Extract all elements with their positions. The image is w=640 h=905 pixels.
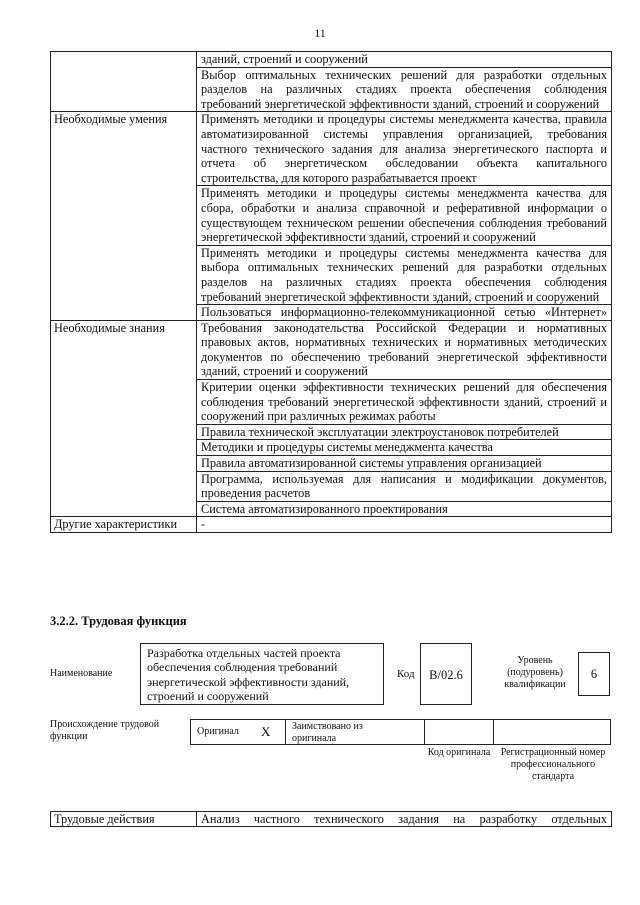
table-row — [51, 320, 612, 379]
skills-label: Необходимые умения — [51, 112, 197, 320]
original-box — [190, 719, 286, 745]
knowledge-item: Критерии оценки эффективности технических решений для обеспечения соблюдения требований энергетической эффективности зданий, строений и сооружений при различных режимах работы — [197, 380, 612, 425]
table-row — [51, 112, 612, 186]
origin-code-box — [424, 719, 494, 745]
function-name-box — [140, 643, 384, 705]
reg-number-box — [493, 719, 611, 745]
row-label-empty — [51, 52, 197, 112]
skill-item: Применять методики и процедуры системы менеджмента качества для сбора, обработки и анализа справочной и реферативной информации о существующем техническом решении обеспечения соблюдения требований энергетической эффективности зданий, строений и сооружений — [197, 186, 612, 245]
level-value: 6 — [590, 667, 598, 681]
skill-item: Пользоваться информационно-телекоммуникационной сетью «Интернет» — [197, 305, 612, 321]
section-title: 3.2.2. Трудовая функция — [50, 614, 187, 628]
code-value: B/02.6 — [429, 668, 463, 682]
origin-label: Происхождение трудовой функции — [50, 719, 160, 742]
other-value: - — [197, 517, 612, 533]
original-label: Оригинал — [197, 726, 239, 737]
table-row — [51, 812, 612, 827]
table-cell: Выбор оптимальных технических решений для разработки отдельных разделов на различных стадиях проекта обеспечения соблюдения требований энергетической эффективности зданий, строений и сооружений — [197, 67, 612, 112]
page-number: 11 — [314, 26, 326, 40]
code-box — [420, 643, 472, 705]
origin-code-label: Код оригинала — [427, 747, 491, 758]
code-label: Код — [397, 668, 415, 680]
knowledge-item: Правила технической эксплуатации электроустановок потребителей — [197, 424, 612, 440]
table-row — [51, 52, 612, 68]
competency-table — [50, 51, 612, 533]
level-label: Уровень (подуровень) квалификации — [504, 655, 566, 690]
knowledge-item: Правила автоматизированной системы управления организацией — [197, 456, 612, 472]
knowledge-item: Программа, используемая для написания и модификации документов, проведения расчетов — [197, 471, 612, 501]
function-name: Разработка отдельных частей проекта обеспечения соблюдения требований энергетической эффективности зданий, строений и сооружений — [147, 646, 350, 704]
table-cell: зданий, строений и сооружений — [197, 52, 612, 68]
borrowed-label: Заимствовано из оригинала — [292, 721, 363, 744]
skill-item: Применять методики и процедуры системы менеджмента качества, правила автоматизированной системы управления организацией, требования частного технического задания для анализа энергетического паспорта и отчета об энергетическом обследовании объекта капитального строительства, для которого разрабатывается проект — [197, 112, 612, 186]
actions-table — [50, 811, 612, 827]
action-item: Анализ частного технического задания на разработку отдельных — [197, 812, 612, 827]
knowledge-item: Требования законодательства Российской Федерации и нормативных правовых актов, нормативных технических и нормативных методических документов по обеспечению требований энергетической эффективности зданий, строений и сооружений — [197, 320, 612, 379]
actions-label: Трудовые действия — [51, 812, 197, 827]
borrowed-box — [285, 719, 425, 745]
skill-item: Применять методики и процедуры системы менеджмента качества для выбора оптимальных технических решений для разработки отдельных разделов на различных стадиях проекта обеспечения соблюдения требований энергетической эффективности зданий, строений и сооружений — [197, 245, 612, 304]
reg-number-label: Регистрационный номер профессионального стандарта — [500, 747, 606, 782]
other-label: Другие характеристики — [51, 517, 197, 533]
original-mark: X — [261, 724, 271, 739]
level-box — [578, 652, 610, 696]
table-row — [51, 517, 612, 533]
name-label: Наименование — [50, 668, 113, 679]
knowledge-label: Необходимые знания — [51, 320, 197, 517]
knowledge-item: Система автоматизированного проектирования — [197, 501, 612, 517]
knowledge-item: Методики и процедуры системы менеджмента качества — [197, 440, 612, 456]
